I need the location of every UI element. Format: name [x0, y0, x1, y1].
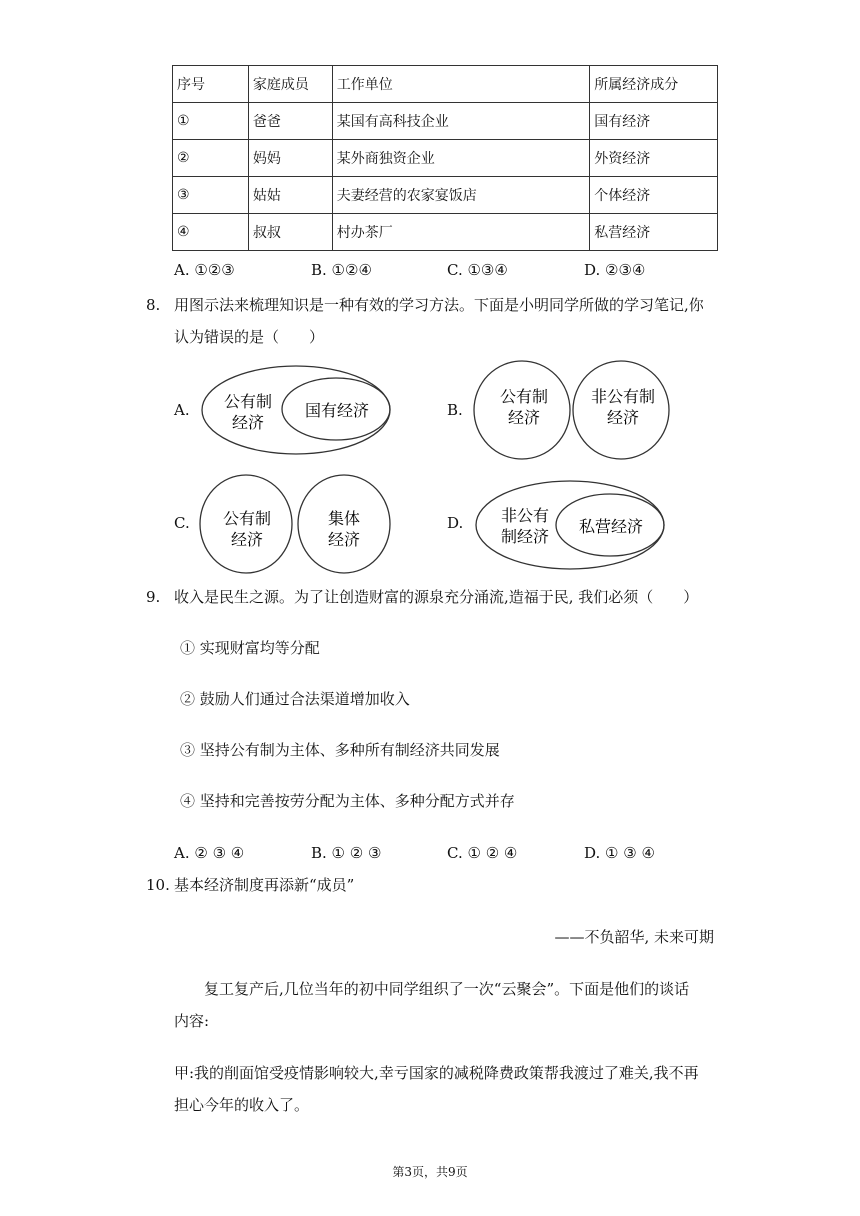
table-cell: 叔叔	[248, 214, 332, 251]
left-label-line2: 经济	[507, 408, 541, 427]
left-label-line1: 公有制	[499, 387, 549, 406]
table-header-cell: 所属经济成分	[590, 66, 718, 103]
economy-table	[172, 65, 718, 251]
table-row	[173, 103, 718, 140]
q9-item-3: ③ 坚持公有制为主体、多种所有制经济共同发展	[180, 741, 500, 759]
table-cell: 某外商独资企业	[332, 140, 589, 177]
table-cell: ③	[173, 177, 249, 214]
diagram-a	[198, 360, 398, 460]
q9-item-4: ④ 坚持和完善按劳分配为主体、多种分配方式并存	[180, 792, 515, 810]
q10-para1-line1: 复工复产后,几位当年的初中同学组织了一次“云聚会”。下面是他们的谈话	[204, 980, 690, 998]
diagram-b	[470, 358, 675, 463]
table-row	[173, 140, 718, 177]
table-cell: 村办茶厂	[332, 214, 589, 251]
table-header-cell: 序号	[173, 66, 249, 103]
page-footer: 第3页，共9页	[392, 1165, 468, 1179]
q10-para1-line2: 内容:	[174, 1012, 210, 1030]
q10-title: 基本经济制度再添新“成员”	[174, 876, 355, 894]
table-header-cell: 家庭成员	[248, 66, 332, 103]
outer-label-line1: 公有制	[223, 392, 273, 411]
table-header-row	[173, 66, 718, 103]
q8-label-c[interactable]: C.	[174, 514, 190, 532]
table-cell: ②	[173, 140, 249, 177]
table-cell: 夫妻经营的农家宴饭店	[332, 177, 589, 214]
q9-stem: 收入是民生之源。为了让创造财富的源泉充分涌流,造福于民, 我们必须（ ）	[174, 588, 699, 606]
table-row	[173, 214, 718, 251]
q7-option-c[interactable]: C. ①③④	[447, 261, 508, 279]
table-cell: 私营经济	[590, 214, 718, 251]
table-cell: ④	[173, 214, 249, 251]
q9-option-b[interactable]: B. ① ② ③	[311, 844, 382, 862]
q9-option-c[interactable]: C. ① ② ④	[447, 844, 518, 862]
diagram-d	[472, 476, 672, 576]
table-cell: 外资经济	[590, 140, 718, 177]
q8-label-b[interactable]: B.	[447, 401, 463, 419]
inner-label: 私营经济	[578, 517, 644, 536]
q7-option-a[interactable]: A. ①②③	[174, 261, 235, 279]
q7-option-b[interactable]: B. ①②④	[311, 261, 372, 279]
outer-label-line1: 非公有	[500, 506, 550, 525]
table-cell: 国有经济	[590, 103, 718, 140]
q10-subtitle: ——不负韶华, 未来可期	[554, 928, 714, 946]
table-cell: 某国有高科技企业	[332, 103, 589, 140]
q7-option-d[interactable]: D. ②③④	[584, 261, 646, 279]
diagram-c	[198, 472, 398, 577]
q9-item-2: ② 鼓励人们通过合法渠道增加收入	[180, 690, 410, 708]
q8-stem-line2: 认为错误的是（ ）	[174, 328, 325, 346]
table-cell: ①	[173, 103, 249, 140]
q10-para2-line1: 甲:我的削面馆受疫情影响较大,幸亏国家的减税降费政策帮我渡过了难关,我不再	[174, 1064, 699, 1082]
right-label-line1: 非公有制	[590, 387, 656, 406]
q8-label-a[interactable]: A.	[174, 401, 190, 419]
table-row	[173, 177, 718, 214]
outer-label-line2: 制经济	[500, 527, 550, 546]
inner-label: 国有经济	[304, 401, 370, 420]
right-label-line2: 经济	[327, 530, 361, 549]
table-cell: 妈妈	[248, 140, 332, 177]
table-cell: 爸爸	[248, 103, 332, 140]
q8-label-d[interactable]: D.	[447, 514, 464, 532]
q9-number: 9.	[146, 588, 161, 606]
right-label-line1: 集体	[327, 509, 361, 528]
outer-label-line2: 经济	[231, 413, 265, 432]
q8-number: 8.	[146, 296, 161, 314]
table-cell: 个体经济	[590, 177, 718, 214]
left-label-line1: 公有制	[222, 509, 272, 528]
left-label-line2: 经济	[230, 530, 264, 549]
q9-option-d[interactable]: D. ① ③ ④	[584, 844, 655, 862]
q9-item-1: ① 实现财富均等分配	[180, 639, 320, 657]
q8-stem-line1: 用图示法来梳理知识是一种有效的学习方法。下面是小明同学所做的学习笔记,你	[174, 296, 704, 314]
q10-para2-line2: 担心今年的收入了。	[174, 1096, 310, 1114]
q10-number: 10.	[146, 876, 170, 894]
q9-option-a[interactable]: A. ② ③ ④	[174, 844, 245, 862]
table-cell: 姑姑	[248, 177, 332, 214]
table-header-cell: 工作单位	[332, 66, 589, 103]
right-label-line2: 经济	[606, 408, 640, 427]
